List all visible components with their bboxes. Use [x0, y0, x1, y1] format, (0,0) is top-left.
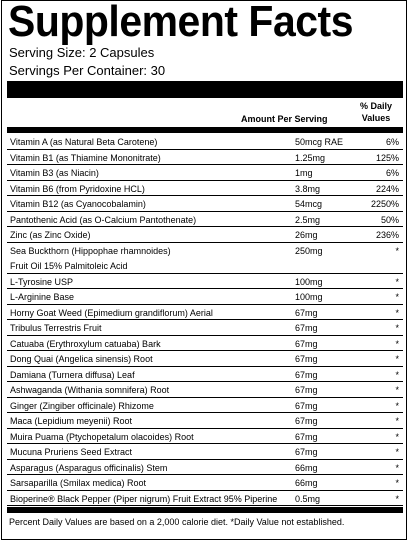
footnote: Percent Daily Values are based on a 2,000 calorie diet. *Daily Value not established. — [9, 517, 345, 527]
table-row — [7, 491, 403, 507]
ingredient-name: L-Tyrosine USP — [10, 276, 74, 287]
ingredient-name: Dong Quai (Angelica sinensis) Root — [10, 354, 153, 364]
ingredient-amount: 67mg — [295, 338, 318, 349]
ingredient-name: Vitamin B3 (as Niacin) — [10, 168, 99, 178]
ingredient-name: Mucuna Pruriens Seed Extract — [10, 447, 133, 457]
ingredient-amount: 67mg — [295, 354, 318, 364]
thick-divider — [7, 81, 403, 98]
ingredient-amount: 54mcg — [295, 199, 323, 209]
ingredient-amount: 1mg — [295, 168, 313, 178]
ingredient-daily-value: * — [395, 323, 399, 333]
ingredient-amount: 0.5mg — [295, 493, 321, 504]
table-row — [7, 351, 403, 367]
table-row — [7, 274, 403, 290]
table-row — [7, 289, 403, 305]
table-row — [7, 134, 403, 150]
daily-value-header-line1: % Daily — [359, 101, 392, 111]
ingredient-daily-value: * — [395, 292, 399, 302]
table-row — [7, 165, 403, 181]
bottom-divider — [7, 507, 403, 513]
daily-value-header-line2: Values — [361, 113, 391, 123]
ingredient-amount: 26mg — [295, 230, 318, 240]
table-row — [7, 320, 403, 336]
table-row — [7, 196, 403, 212]
table-row — [7, 243, 403, 274]
ingredient-amount: 67mg — [295, 323, 318, 333]
ingredient-daily-value: 2250% — [370, 199, 399, 209]
ingredient-amount: 3.8mg — [295, 183, 321, 194]
ingredient-name: Vitamin B1 (as Thiamine Mononitrate) — [10, 152, 161, 163]
ingredient-amount: 67mg — [295, 307, 318, 318]
ingredient-amount: 66mg — [295, 462, 318, 473]
ingredient-name: Horny Goat Weed (Epimedium grandiflorum) Aerial — [10, 307, 213, 318]
ingredient-amount: 67mg — [295, 385, 318, 395]
header-divider — [7, 127, 403, 133]
table-row — [7, 367, 403, 383]
ingredient-name-line2: Fruit Oil 15% Palmitoleic Acid — [10, 260, 128, 271]
ingredient-amount: 67mg — [295, 447, 318, 457]
table-row — [7, 382, 403, 398]
ingredient-daily-value: 6% — [385, 137, 399, 147]
ingredient-amount: 67mg — [295, 431, 318, 442]
ingredient-daily-value: * — [395, 338, 399, 349]
ingredient-name: Vitamin B6 (from Pyridoxine HCL) — [10, 183, 145, 194]
amount-per-serving-header: Amount Per Serving — [241, 114, 328, 124]
ingredient-name: Zinc (as Zinc Oxide) — [10, 230, 91, 240]
ingredient-daily-value: 6% — [385, 168, 399, 178]
ingredient-name: Bioperine® Black Pepper (Piper nigrum) Fruit Extract 95% Piperine — [10, 493, 278, 504]
ingredient-name: Ginger (Zingiber officinale) Rhizome — [10, 400, 154, 411]
ingredient-daily-value: * — [395, 385, 399, 395]
table-row — [7, 398, 403, 414]
ingredient-daily-value: 125% — [375, 152, 399, 163]
ingredient-amount: 100mg — [295, 292, 323, 302]
ingredient-amount: 2.5mg — [295, 214, 321, 225]
ingredient-daily-value: * — [395, 245, 399, 256]
ingredient-amount: 50mcg RAE — [295, 137, 344, 147]
table-row — [7, 150, 403, 166]
ingredient-name: Catuaba (Erythroxylum catuaba) Bark — [10, 338, 161, 349]
ingredient-name: Vitamin A (as Natural Beta Carotene) — [10, 137, 158, 147]
ingredient-daily-value: * — [395, 369, 399, 380]
table-row — [7, 336, 403, 352]
table-row — [7, 181, 403, 197]
ingredient-daily-value: * — [395, 447, 399, 457]
ingredient-daily-value: * — [395, 354, 399, 364]
ingredient-name: Muira Puama (Ptychopetalum olacoides) Root — [10, 431, 194, 442]
ingredient-daily-value: * — [395, 462, 399, 473]
ingredient-amount: 100mg — [295, 276, 323, 287]
table-row — [7, 429, 403, 445]
ingredient-name: L-Arginine Base — [10, 292, 75, 302]
ingredient-daily-value: * — [395, 416, 399, 426]
ingredient-name: Asparagus (Asparagus officinalis) Stem — [10, 462, 168, 473]
daily-value-header — [351, 100, 401, 124]
ingredient-name: Tribulus Terrestris Fruit — [10, 323, 102, 333]
ingredient-daily-value: * — [395, 307, 399, 318]
table-row — [7, 460, 403, 476]
table-row — [7, 305, 403, 321]
ingredient-daily-value: * — [395, 431, 399, 442]
panel-title: Supplement Facts — [8, 0, 354, 46]
table-row — [7, 227, 403, 243]
supplement-facts-panel — [1, 0, 407, 540]
ingredient-amount: 250mg — [295, 245, 323, 256]
table-row — [7, 444, 403, 460]
ingredient-name: Sea Buckthorn (Hippophae rhamnoides) — [10, 245, 171, 256]
ingredient-daily-value: * — [395, 478, 399, 488]
ingredient-name: Pantothenic Acid (as O-Calcium Pantothenate) — [10, 214, 197, 225]
ingredient-daily-value: * — [395, 400, 399, 411]
ingredient-name: Sarsaparilla (Smilax medica) Root — [10, 478, 147, 488]
table-row — [7, 212, 403, 228]
ingredient-daily-value: * — [395, 276, 399, 287]
ingredient-amount: 67mg — [295, 400, 318, 411]
ingredient-amount: 66mg — [295, 478, 318, 488]
ingredient-name: Vitamin B12 (as Cyanocobalamin) — [10, 199, 146, 209]
ingredient-daily-value: 50% — [380, 214, 399, 225]
table-row — [7, 475, 403, 491]
ingredient-daily-value: * — [395, 493, 399, 504]
ingredient-name: Maca (Lepidium meyenii) Root — [10, 416, 133, 426]
ingredient-amount: 67mg — [295, 416, 318, 426]
ingredient-amount: 67mg — [295, 369, 318, 380]
ingredient-amount: 1.25mg — [295, 152, 326, 163]
ingredient-name: Ashwaganda (Withania somnifera) Root — [10, 385, 170, 395]
servings-per-container: Servings Per Container: 30 — [9, 63, 166, 78]
ingredient-daily-value: 224% — [375, 183, 399, 194]
table-row — [7, 413, 403, 429]
ingredient-daily-value: 236% — [375, 230, 399, 240]
ingredient-name: Damiana (Turnera diffusa) Leaf — [10, 369, 135, 380]
serving-size: Serving Size: 2 Capsules — [9, 45, 155, 60]
